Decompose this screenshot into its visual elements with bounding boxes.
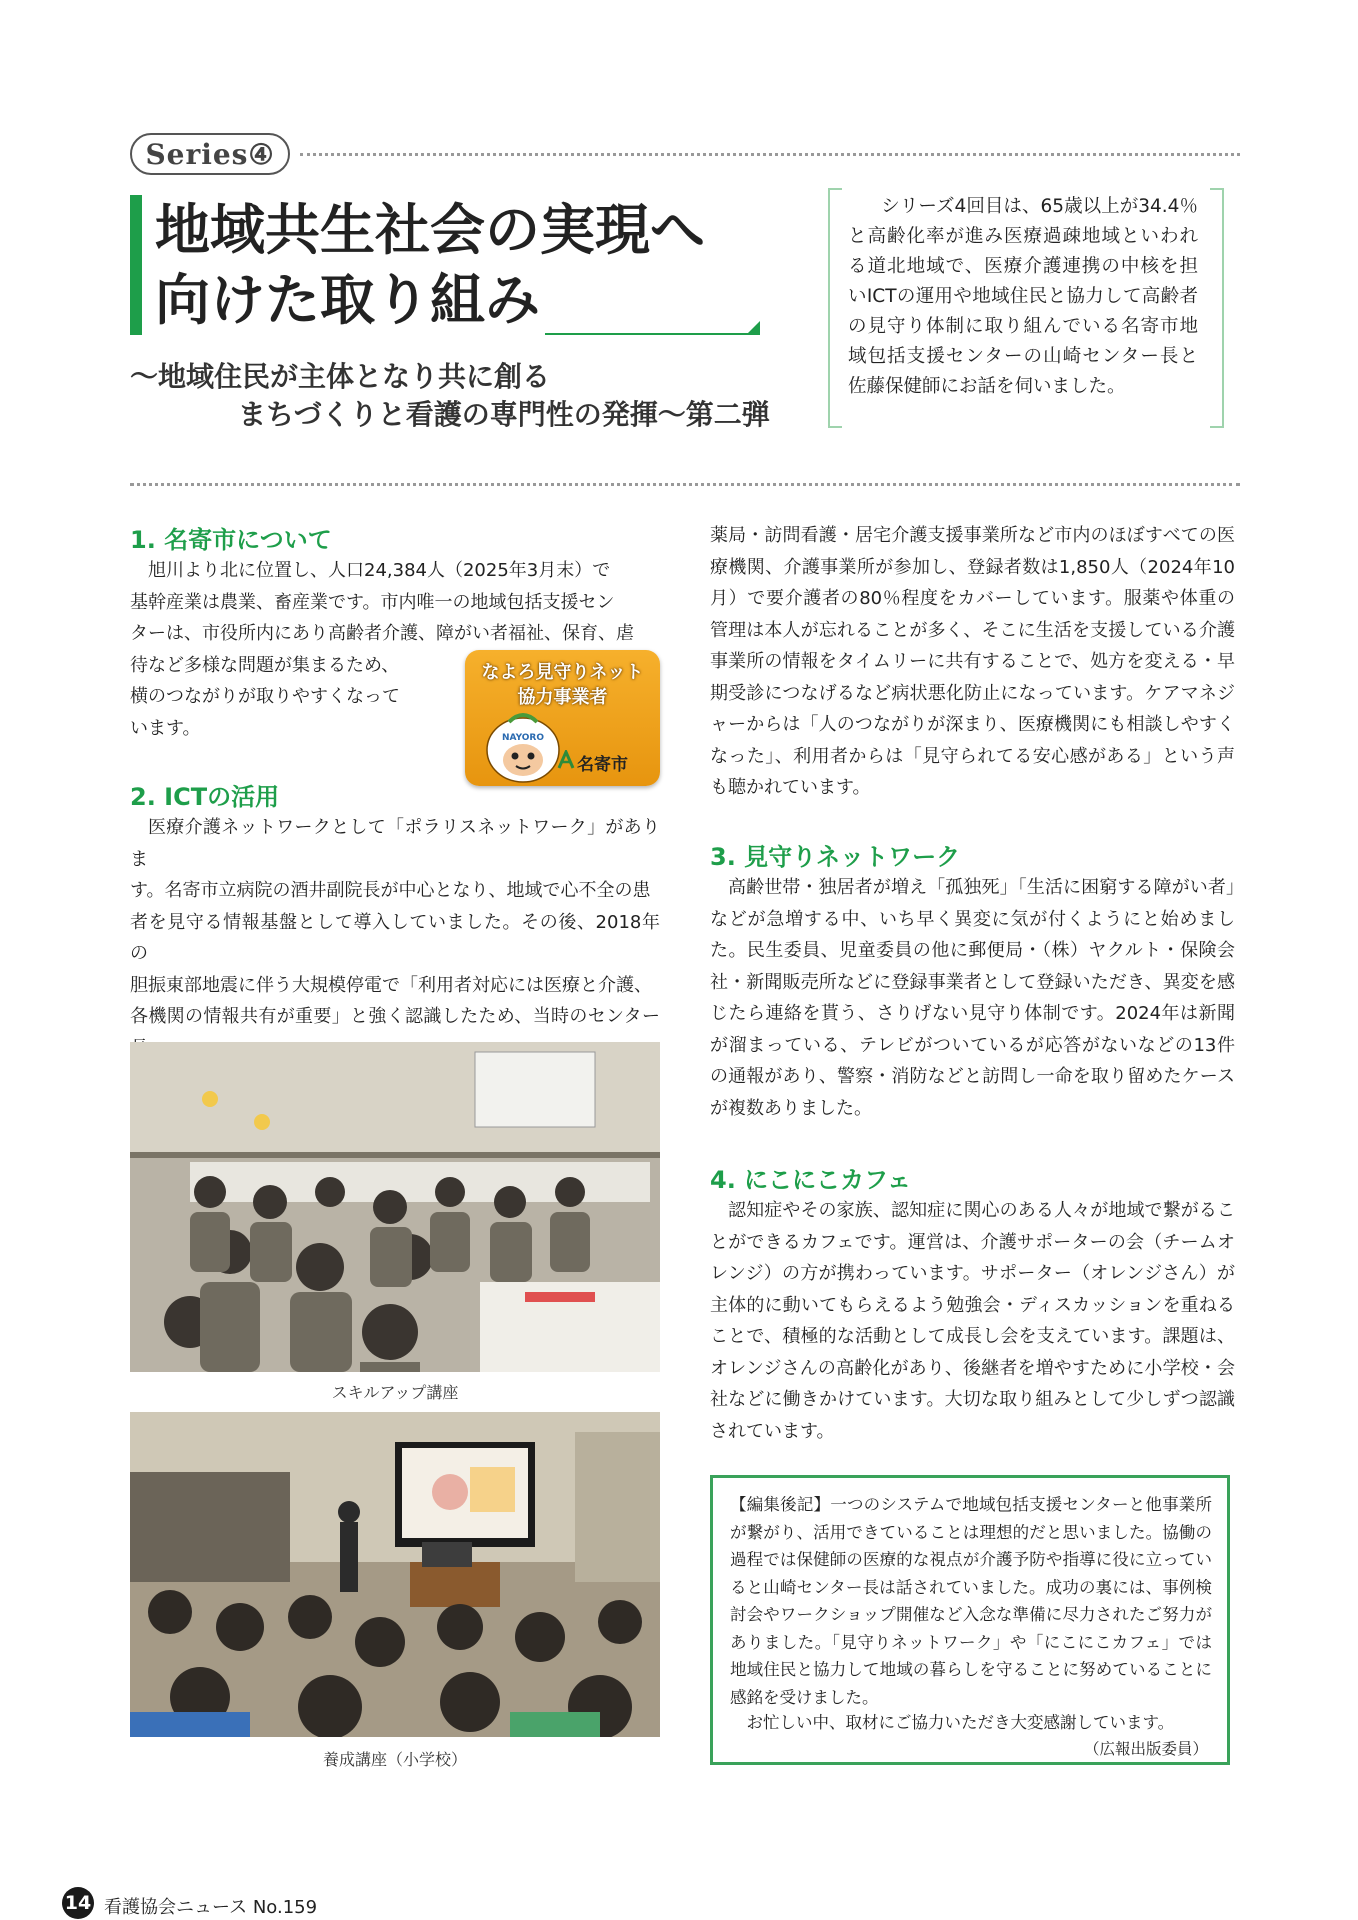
section-1-line: 横のつながりが取りやすくなって	[130, 686, 400, 707]
section-body-4: 認知症やその家族、認知症に関心のある人々が地域で繋がることができるカフェです。運営は、介護サポーターの会（チームオレンジ）の方が携わっています。サポーター（オレンジさん）が主体的に動いてもらえるよう勉強会・ディスカッションを重ねることで、積極的な活動として成長し会を支えています。課題は、オレンジさんの高齢化があり、後継者を増やすために小学校・会社などに働きかけています。大切な取り組みとして少しずつ認識されています。	[710, 1200, 1235, 1442]
section-2-line: 各機関の情報共有が重要」と強く認識したため、当時のセンター	[130, 1006, 660, 1027]
badge-subtitle: 協力事業者	[517, 687, 608, 708]
section-heading-4: 4. にこにこカフェ	[710, 1166, 911, 1194]
mascot-label: NAYORO	[501, 733, 545, 743]
publication-name: 看護協会ニュース No.159	[104, 1897, 318, 1918]
mimamori-network-badge	[465, 650, 660, 786]
dotted-divider	[300, 153, 1240, 156]
section-1-line: います。	[130, 717, 201, 739]
seminar-photo-illustration	[130, 1042, 660, 1372]
section-1-line: 基幹産業は農業、畜産業です。市内唯一の地域包括支援セン	[130, 591, 615, 613]
section-2-continued: 薬局・訪問看護・居宅介護支援事業所など市内のほぼすべての医療機関、介護事業所が参加し、登録者数は1,850人（2024年10月）で要介護者の80％程度をカバーしています。服薬や体重の管理は本人が忘れることが多く、そこに生活を支援している介護事業所の情報をタイムリーに共有することで、処方を変える・早期受診につなげるなど病状悪化防止になっています。ケアマネジャーからは「人のつながりが深まり、医療機関にも相談しやすくなった」、利用者からは「見守られてる安心感がある」という声も聴かれています。	[710, 525, 1235, 798]
badge-city-name: 名寄市	[577, 755, 628, 775]
photo-skill-up-seminar	[130, 1042, 660, 1372]
section-heading-1: 1. 名寄市について	[130, 526, 332, 554]
title-corner-mark	[748, 321, 760, 333]
intro-bracket-left	[828, 188, 842, 428]
section-2-line: 胆振東部地震に伴う大規模停電で「利用者対応には医療と介護、	[130, 974, 652, 996]
section-1-line: 旭川より北に位置し、人口24,384人（2025年3月末）で	[148, 560, 611, 581]
section-1-line: ターは、市役所内にあり高齢者介護、障がい者福祉、保育、虐	[130, 623, 634, 644]
page-number: 14	[62, 1887, 94, 1919]
mascot-icon	[473, 708, 573, 784]
subtitle-line-1: 〜地域住民が主体となり共に創る	[130, 360, 551, 393]
photo-caption-2: 養成講座（小学校）	[322, 1750, 467, 1769]
section-2-line: 医療介護ネットワークとして「ポラリスネットワーク」がありま	[130, 817, 660, 870]
section-body-3: 高齢世帯・独居者が増え「孤独死」「生活に困窮する障がい者」などが急増する中、いち早く異変に気が付くようにと始めました。民生委員、児童委員の他に郵便局・（株）ヤクルト・保険会社・新聞販売所などに登録事業者として登録いただき、異変を感じたら連絡を貰う、さりげない見守り体制です。2024年は新聞が溜まっている、テレビがついているが応答がないなどの13件の通報があり、警察・消防などと訪問し一命を取り留めたケースが複数ありました。	[710, 877, 1235, 1119]
intro-bracket-right	[1210, 188, 1224, 428]
badge-title: なよろ見守りネット	[481, 662, 644, 683]
section-heading-3: 3. 見守りネットワーク	[710, 843, 961, 871]
section-2-line: す。名寄市立病院の酒井副院長が中心となり、地域で心不全の患	[130, 880, 651, 901]
photo-training-elementary-school	[130, 1412, 660, 1737]
page-title	[155, 195, 775, 335]
classroom-photo-illustration	[130, 1412, 660, 1737]
city-logo-icon	[557, 750, 575, 770]
series-badge: Series④	[130, 133, 290, 175]
editor-postscript-thanks: お忙しい中、取材にご協力いただき大変感謝しています。	[746, 1713, 1175, 1732]
dotted-divider	[130, 483, 1240, 486]
title-line-2: 向けた取り組み	[155, 268, 541, 332]
title-underline	[545, 333, 760, 335]
section-heading-2: 2. ICTの活用	[130, 783, 280, 811]
section-1-line: 待など多様な問題が集まるため、	[130, 654, 400, 676]
photo-caption-1: スキルアップ講座	[331, 1383, 459, 1402]
subtitle-line-2: まちづくりと看護の専門性の発揮〜第二弾	[238, 398, 770, 431]
title-line-1: 地域共生社会の実現へ	[155, 198, 706, 262]
intro-text: シリーズ4回目は、65歳以上が34.4％と高齢化率が進み医療過疎地域といわれる道北地域で、医療介護連携の中核を担いICTの運用や地域住民と協力して高齢者の見守り体制に取り組んでいる名寄市地域包括支援センターの山崎センター長と佐藤保健師にお話を伺いました。	[848, 196, 1198, 397]
editor-postscript-credit: （広報出版委員）	[1083, 1740, 1208, 1758]
title-accent-bar	[130, 195, 142, 335]
section-2-line: 者を見守る情報基盤として導入していました。その後、2018年の	[130, 911, 660, 964]
editor-postscript-text: 【編集後記】一つのシステムで地域包括支援センターと他事業所が繋がり、活用できていることは理想的だと思いました。協働の過程では保健師の医療的な視点が介護予防や指導に役に立っていると山崎センター長は話されていました。成功の裏には、事例検討会やワークショップ開催など入念な準備に尽力されたご努力がありました。「見守りネットワーク」や「にこにこカフェ」では地域住民と協力して地域の暮らしを守ることに努めていることに感銘を受けました。	[730, 1495, 1212, 1707]
